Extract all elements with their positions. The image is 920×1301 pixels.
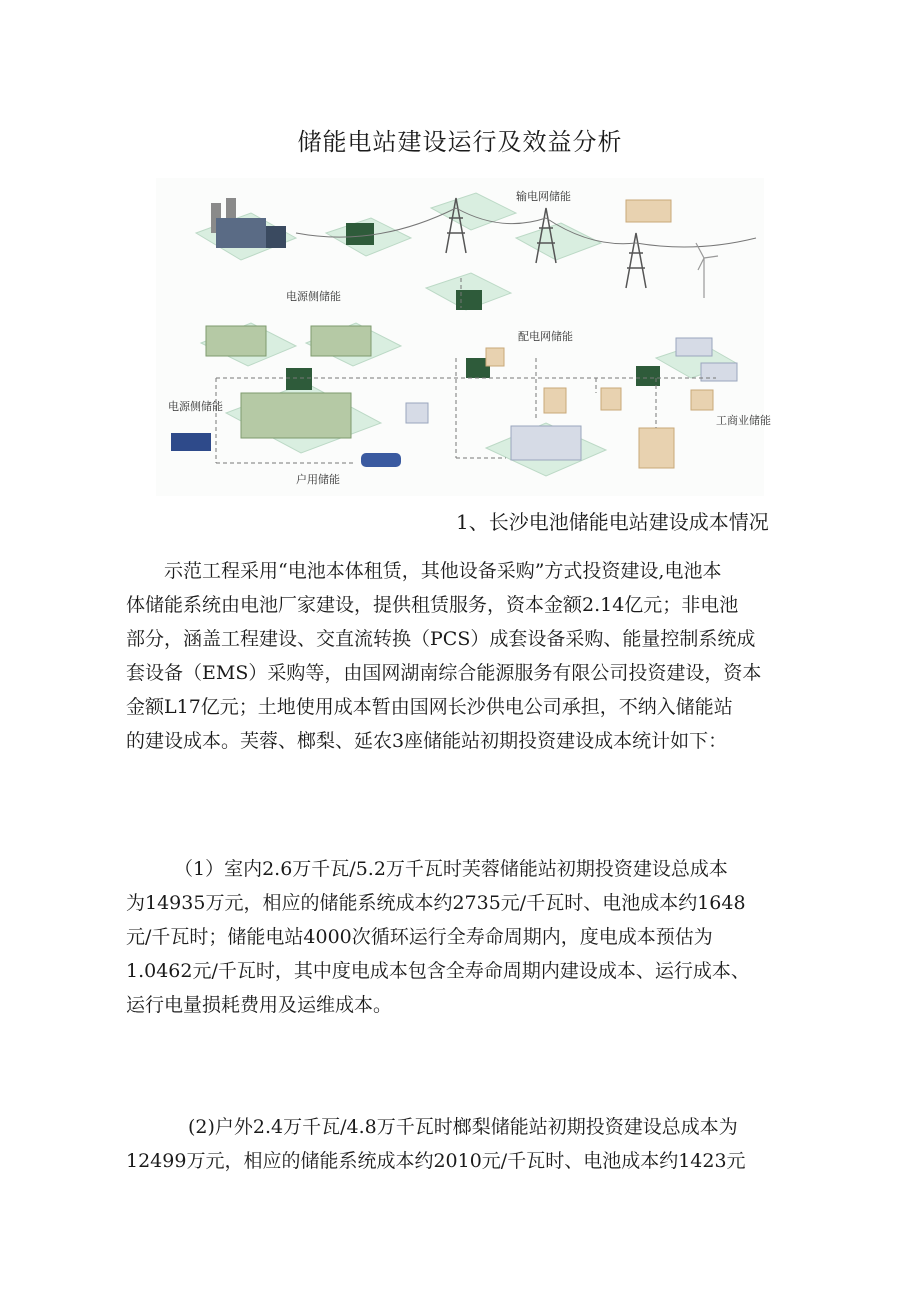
- paragraph-3: [126, 1110, 794, 1178]
- text-line: (2)户外2.4万千瓦/4.8万千瓦时榔梨储能站初期投资建设总成本为: [188, 1116, 738, 1138]
- solar-panel-icon: [171, 433, 211, 451]
- label-transmission: 输电网储能: [516, 190, 571, 203]
- document-title: 储能电站建设运行及效益分析: [297, 128, 623, 156]
- text-line: 1.0462元/千瓦时，其中度电成本包含全寿命周期内建设成本、运行成本、: [126, 960, 750, 982]
- text-line: 金额L17亿元；土地使用成本暂由国网长沙供电公司承担，不纳入储能站: [126, 696, 733, 718]
- label-source-side: 电源侧储能: [286, 290, 341, 303]
- text-line: 运行电量损耗费用及运维成本。: [126, 994, 393, 1016]
- text-line: 部分，涵盖工程建设、交直流转换（PCS）成套设备采购、能量控制系统成: [126, 628, 756, 650]
- label-source-side-left: 电源侧储能: [168, 400, 223, 413]
- text-line: 12499万元，相应的储能系统成本约2010元/千瓦时、电池成本约1423元: [126, 1150, 746, 1172]
- text-line: 套设备（EMS）采购等，由国网湖南综合能源服务有限公司投资建设，资本: [126, 662, 762, 684]
- paragraph-2: [126, 852, 794, 1022]
- car-icon: [361, 453, 401, 467]
- text-line: 示范工程采用“电池本体租赁，其他设备采购”方式投资建设,电池本: [164, 560, 722, 582]
- label-distribution: 配电网储能: [518, 330, 573, 343]
- label-commercial: 工商业储能: [716, 414, 771, 427]
- text-line: 元/千瓦时；储能电站4000次循环运行全寿命周期内，度电成本预估为: [126, 926, 713, 948]
- text-line: 体储能系统由电池厂家建设，提供租赁服务，资本金额2.14亿元；非电池: [126, 594, 739, 616]
- label-household: 户用储能: [296, 473, 340, 486]
- section-heading: 1、长沙电池储能电站建设成本情况: [456, 510, 769, 534]
- text-line: 的建设成本。芙蓉、榔梨、延农3座储能站初期投资建设成本统计如下：: [126, 730, 728, 752]
- energy-storage-diagram: [156, 178, 771, 496]
- text-line: （1）室内2.6万千瓦/5.2万千瓦时芙蓉储能站初期投资建设总成本: [174, 858, 728, 880]
- paragraph-1: [126, 554, 794, 758]
- text-line: 为14935万元，相应的储能系统成本约2735元/千瓦时、电池成本约1648: [126, 892, 746, 914]
